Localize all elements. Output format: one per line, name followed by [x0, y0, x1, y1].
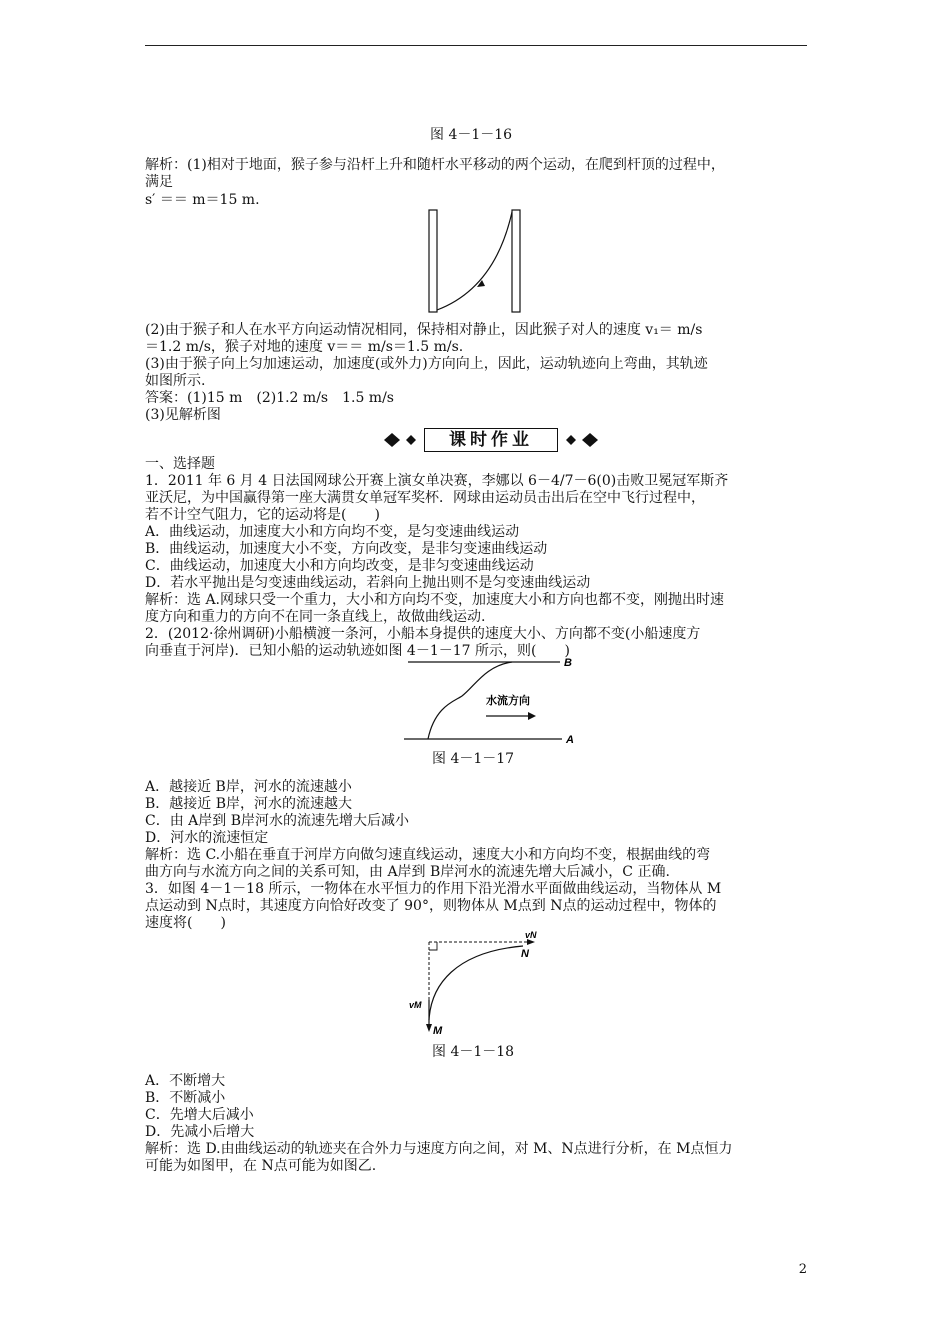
- pole-left: [429, 210, 437, 312]
- text-line: 曲方向与水流方向之间的关系可知，由 A岸到 B岸河水的流速先增大后减小，C 正确.: [145, 864, 670, 880]
- text-line: ＝1.2 m/s，猴子对地的速度 v＝＝ m/s＝1.5 m/s.: [145, 339, 464, 355]
- option-line: C．曲线运动，加速度大小和方向均改变，是非匀变速曲线运动: [145, 558, 534, 574]
- text-line: 向垂直于河岸)．已知小船的运动轨迹如图 4－1－17 所示，则( ): [145, 643, 570, 659]
- option-line: B．曲线运动，加速度大小不变，方向改变，是非匀变速曲线运动: [145, 541, 548, 557]
- text-line: (3)见解析图: [145, 407, 221, 423]
- header-rule: [145, 45, 807, 46]
- text-line: (2)由于猴子和人在水平方向运动情况相同，保持相对静止，因此猴子对人的速度 v₁＝ m/s: [145, 322, 703, 338]
- label-a: A: [566, 734, 574, 746]
- option-line: D．先减小后增大: [145, 1124, 255, 1140]
- page-number: 2: [798, 1262, 807, 1277]
- figure-caption-4-1-18: 图 4－1－18: [432, 1044, 515, 1060]
- right-angle-mark: [429, 942, 437, 950]
- banner-title: 课时作业: [424, 428, 558, 452]
- diamond-ornament-right: [558, 432, 606, 448]
- text-line: 如图所示.: [145, 373, 206, 389]
- text-line: 度方向和重力的方向不在同一条直线上，故做曲线运动.: [145, 609, 486, 625]
- label-vm: vM: [409, 1000, 422, 1010]
- label-vn: vN: [525, 930, 537, 940]
- trajectory-arrow: [477, 280, 485, 287]
- text-line: 1．2011 年 6 月 4 日法国网球公开赛上演女单决赛，李娜以 6－4/7－6(0)击败卫冕冠军斯齐: [145, 473, 729, 489]
- figure-caption-4-1-17: 图 4－1－17: [432, 751, 515, 767]
- text-line: 若不计空气阻力，它的运动将是( ): [145, 507, 380, 523]
- figure-caption-4-1-16: 图 4－1－16: [430, 127, 513, 143]
- text-line: 点运动到 N点时，其速度方向恰好改变了 90°，则物体从 M点到 N点的运动过程中，物体的: [145, 898, 717, 914]
- text-line: 速度将( ): [145, 915, 226, 931]
- mn-curve: [429, 946, 523, 1020]
- vm-arrow-head: [426, 1024, 432, 1032]
- figure-mn-diagram: [405, 930, 555, 1035]
- section-heading: 一、选择题: [145, 456, 215, 472]
- text-line: s′ ＝＝ m＝15 m.: [145, 192, 260, 208]
- option-line: A．越接近 B岸，河水的流速越小: [145, 779, 352, 795]
- text-line: 可能为如图甲，在 N点可能为如图乙.: [145, 1158, 377, 1174]
- figure-trajectory-diagram: [425, 208, 525, 316]
- text-line: 答案：(1)15 m (2)1.2 m/s 1.5 m/s: [145, 390, 394, 406]
- text-line: 3．如图 4－1－18 所示，一物体在水平恒力的作用下沿光滑水平面做曲线运动，当物体从 M: [145, 881, 722, 897]
- text-line: 2．(2012·徐州调研)小船横渡一条河，小船本身提供的速度大小、方向都不变(小船速度方: [145, 626, 701, 642]
- text-line: (3)由于猴子向上匀加速运动，加速度(或外力)方向向上，因此，运动轨迹向上弯曲，其轨迹: [145, 356, 708, 372]
- text-line: 解析：(1)相对于地面，猴子参与沿杆上升和随杆水平移动的两个运动，在爬到杆顶的过程中，: [145, 157, 725, 173]
- option-line: C．由 A岸到 B岸河水的流速先增大后减小: [145, 813, 410, 829]
- text-line: 解析：选 D.由曲线运动的轨迹夹在合外力与速度方向之间，对 M、N点进行分析，在 M点恒力: [145, 1141, 733, 1157]
- text-line: 满足: [145, 174, 173, 190]
- text-line: 解析：选 A.网球只受一个重力，大小和方向均不变，加速度大小和方向也都不变，刚抛出时速: [145, 592, 725, 608]
- option-line: D．若水平抛出是匀变速曲线运动，若斜向上抛出则不是匀变速曲线运动: [145, 575, 591, 591]
- option-line: B．不断减小: [145, 1090, 226, 1106]
- option-line: B．越接近 B岸，河水的流速越大: [145, 796, 353, 812]
- text-line: 亚沃尼，为中国赢得第一座大满贯女单冠军奖杯．网球由运动员击出后在空中飞行过程中，: [145, 490, 705, 506]
- figure-river-diagram: [400, 656, 590, 746]
- label-current-direction: 水流方向: [486, 694, 530, 707]
- current-arrow-head: [528, 712, 536, 720]
- label-b: B: [564, 657, 572, 669]
- pole-right: [512, 210, 520, 312]
- option-line: D．河水的流速恒定: [145, 830, 269, 846]
- diamond-ornament-left: [376, 432, 424, 448]
- option-line: A．不断增大: [145, 1073, 226, 1089]
- text-line: 解析：选 C.小船在垂直于河岸方向做匀速直线运动，速度大小和方向均不变，根据曲线的弯: [145, 847, 711, 863]
- label-m: M: [433, 1025, 443, 1037]
- option-line: C．先增大后减小: [145, 1107, 254, 1123]
- section-banner: [376, 428, 606, 454]
- label-n: N: [521, 948, 529, 960]
- trajectory-curve: [437, 212, 512, 310]
- option-line: A．曲线运动，加速度大小和方向均不变，是匀变速曲线运动: [145, 524, 520, 540]
